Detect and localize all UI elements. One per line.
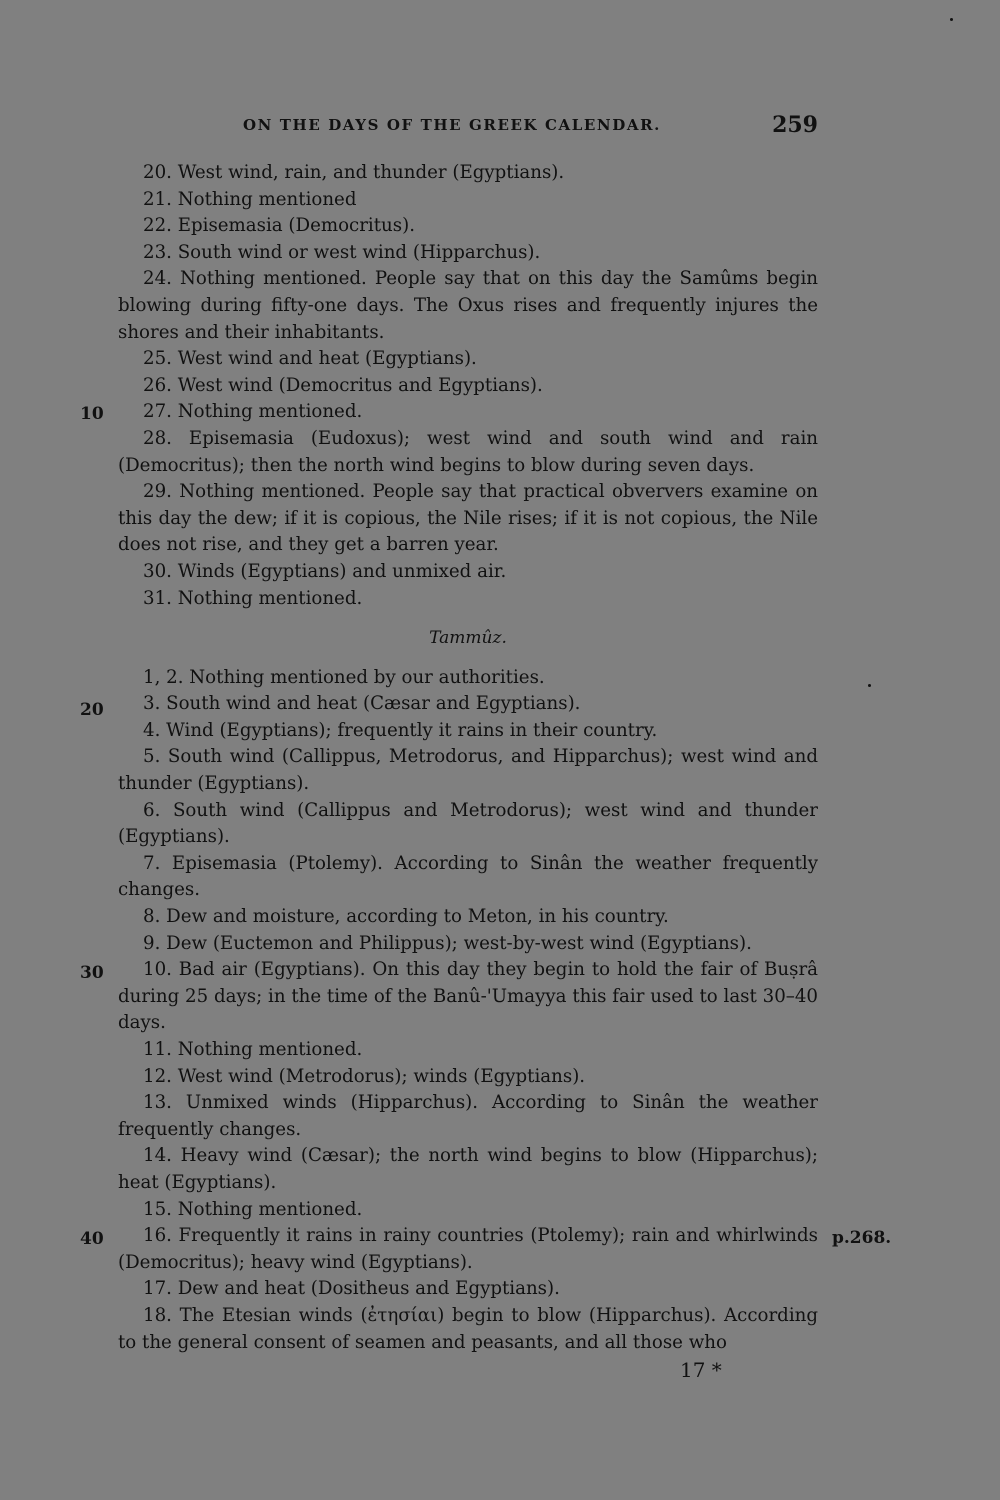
line-number: 10 [80,404,104,424]
paragraph: 16. Frequently it rains in rainy countries (Ptolemy); rain and whirlwinds (Democritus); heavy wind (Egyptians). [118,1225,818,1273]
paragraph: 23. South wind or west wind (Hipparchus). [143,241,541,263]
paragraph: 6. South wind (Callippus and Metrodorus); west wind and thunder (Egyptians). [118,799,818,848]
line-number: 40 [80,1229,104,1249]
paragraph: 31. Nothing mentioned. [143,587,363,609]
section-heading: Tammûz. [429,628,507,649]
body-text [118,160,818,1356]
paragraph: 13. Unmixed winds (Hipparchus). According to Sinân the weather frequently changes. [118,1092,818,1140]
paragraph: 15. Nothing mentioned. [143,1198,363,1220]
paragraph: 11. Nothing mentioned. [143,1039,363,1060]
paragraph: 22. Episemasia (Democritus). [143,215,415,237]
paragraph: 17. Dew and heat (Dositheus and Egyptians). [143,1278,560,1300]
paragraph: 1, 2. Nothing mentioned by our authorities. [143,666,545,688]
paragraph: 8. Dew and moisture, according to Meton, in his country. [143,906,669,928]
paragraph: 28. Episemasia (Eudoxus); west wind and south wind and rain (Democritus); then the north wind begins to blow during seven days. [118,427,818,476]
running-head [118,112,818,140]
paragraph: 21. Nothing mentioned [143,188,357,210]
line-number: 30 [80,963,104,983]
paragraph: 26. West wind (Democritus and Egyptians). [143,374,543,396]
line-number: 20 [80,700,104,720]
running-title: ON THE DAYS OF THE GREEK CALENDAR. [243,116,661,134]
paragraph: 5. South wind (Callippus, Metrodorus, and Hipparchus); west wind and thunder (Egyptians). [118,746,818,795]
paragraph: 10. Bad air (Egyptians). On this day they begin to hold the fair of Buṣrâ during 25 days; in the time of the Banû-'Umayya this fair used to last 30–40 days. [118,959,818,1034]
paragraph: 20. West wind, rain, and thunder (Egyptians). [143,162,565,183]
paragraph: 18. The Etesian winds (ἐτησίαι) begin to blow (Hipparchus). According to the general consent of seamen and peasants, and all those who [118,1304,818,1353]
page-number: 259 [772,112,818,138]
paragraph: 12. West wind (Metrodorus); winds (Egyptians). [143,1065,586,1087]
paragraph: 4. Wind (Egyptians); frequently it rains in their country. [143,719,658,741]
paragraph: 14. Heavy wind (Cæsar); the north wind begins to blow (Hipparchus); heat (Egyptians). [118,1145,818,1193]
paragraph: 29. Nothing mentioned. People say that practical obververs examine on this day the dew; if it is copious, the Nile rises; if it is not copious, the Nile does not rise, and they get a barren year. [118,481,818,556]
paragraph: 3. South wind and heat (Cæsar and Egyptians). [143,693,581,715]
signature-mark: 17 * [680,1358,722,1382]
paragraph: 7. Episemasia (Ptolemy). According to Sinân the weather frequently changes. [118,852,818,901]
paragraph: 27. Nothing mentioned. [143,401,363,423]
specks [868,684,871,687]
paragraph: 30. Winds (Egyptians) and unmixed air. [143,560,507,582]
paragraph: 24. Nothing mentioned. People say that on this day the Samûms begin blowing during fifty-one days. The Oxus rises and frequently injures the shores and their inhabitants. [118,268,818,343]
paragraph: 9. Dew (Euctemon and Philippus); west-by-west wind (Egyptians). [143,932,752,954]
specks [950,18,953,21]
margin-page-reference: p.268. [832,1228,892,1248]
paragraph: 25. West wind and heat (Egyptians). [143,348,477,370]
